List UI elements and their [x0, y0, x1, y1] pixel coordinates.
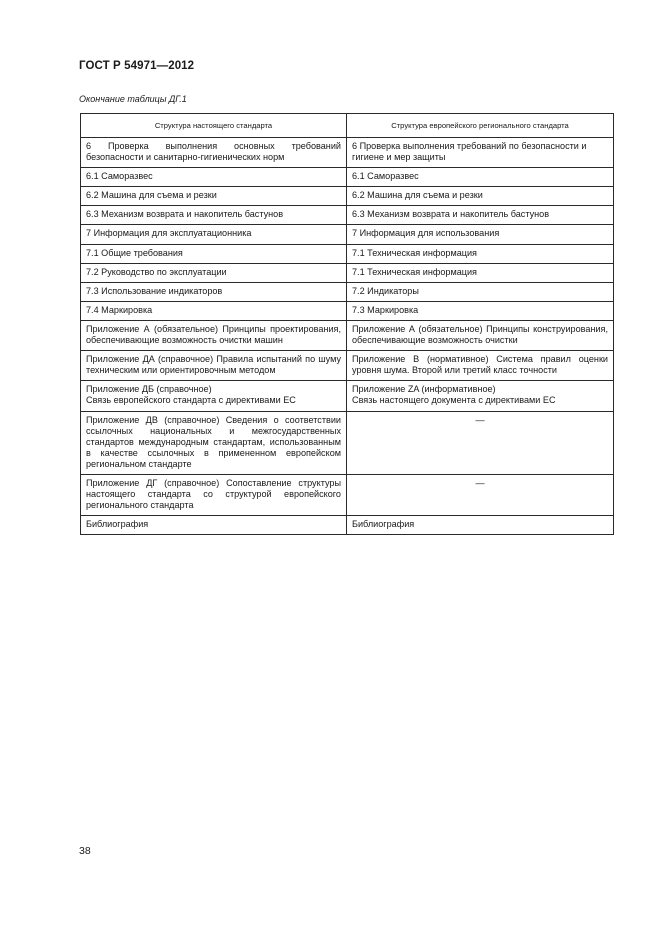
structure-comparison-table [80, 113, 614, 535]
document-standard-code: ГОСТ Р 54971—2012 [79, 60, 195, 72]
table-row [81, 206, 614, 225]
table-cell-european: 6.2 Машина для съема и резки [347, 187, 614, 206]
table-cell-european: 7 Информация для использования [347, 225, 614, 244]
table-cell-european: 7.1 Техническая информация [347, 244, 614, 263]
table-cell-european [347, 381, 614, 411]
table-row [81, 301, 614, 320]
cell-line: Приложение ДБ (справочное) [86, 384, 212, 395]
table-cell-current: 7.3 Использование индикаторов [81, 282, 347, 301]
table-cell-current: Приложение ДГ (справочное) Сопоставление структуры настоящего стандарта со структурой европейского регионального стандарта [81, 474, 347, 515]
table-cell-european: 7.1 Техническая информация [347, 263, 614, 282]
table-cell-current: 7.2 Руководство по эксплуатации [81, 263, 347, 282]
table-header-row [81, 114, 614, 138]
table-cell-current: 6.2 Машина для съема и резки [81, 187, 347, 206]
table-cell-current: 6.3 Механизм возврата и накопитель бастунов [81, 206, 347, 225]
table-caption: Окончание таблицы ДГ.1 [79, 94, 187, 104]
column-header-european-standard: Структура европейского регионального стандарта [347, 114, 614, 138]
table-cell-european: 6.3 Механизм возврата и накопитель бастунов [347, 206, 614, 225]
table-cell-current: Приложение А (обязательное) Принципы проектирования, обеспечивающие возможность очистки машин [81, 320, 347, 350]
table-cell-current: Библиография [81, 516, 347, 535]
table-cell-european-empty-dash: — [347, 411, 614, 474]
table-cell-european: Библиография [347, 516, 614, 535]
table-row [81, 381, 614, 411]
table-cell-european: Приложение А (обязательное) Принципы конструирования, обеспечивающие возможность очистки [347, 320, 614, 350]
table-row [81, 320, 614, 350]
table-cell-current: 6 Проверка выполнения основных требований безопасности и санитарно-гигиенических норм [81, 138, 347, 168]
table-row [81, 263, 614, 282]
column-header-current-standard: Структура настоящего стандарта [81, 114, 347, 138]
table-row [81, 351, 614, 381]
table-row [81, 187, 614, 206]
table-row [81, 225, 614, 244]
cell-line: Приложение ZA (информативное) [352, 384, 496, 395]
table-cell-current: 7 Информация для эксплуатационника [81, 225, 347, 244]
table-cell-european: 6.1 Саморазвес [347, 168, 614, 187]
table-cell-european: 7.2 Индикаторы [347, 282, 614, 301]
table-row [81, 516, 614, 535]
table-row [81, 474, 614, 515]
table-cell-european: 6 Проверка выполнения требований по безопасности и гигиене и мер защиты [347, 138, 614, 168]
table-cell-current: 7.1 Общие требования [81, 244, 347, 263]
table-cell-current: Приложение ДВ (справочное) Сведения о соответствии ссылочных национальных и межгосударственных стандартов международным стандартам, использованным в качестве ссылочных в примененном европейском региональном стандарте [81, 411, 347, 474]
cell-line: Связь настоящего документа с директивами ЕС [352, 395, 556, 406]
table-cell-current: Приложение ДА (справочное) Правила испытаний по шуму техническим или ориентировочным методом [81, 351, 347, 381]
table-row [81, 138, 614, 168]
table-row [81, 244, 614, 263]
page-number: 38 [79, 845, 91, 857]
table-cell-european: Приложение В (нормативное) Система правил оценки уровня шума. Второй или третий класс точности [347, 351, 614, 381]
table-cell-current [81, 381, 347, 411]
table-row [81, 282, 614, 301]
table-row [81, 411, 614, 474]
table-cell-current: 6.1 Саморазвес [81, 168, 347, 187]
table-row [81, 168, 614, 187]
cell-line: Связь европейского стандарта с директивами ЕС [86, 395, 296, 406]
table-cell-current: 7.4 Маркировка [81, 301, 347, 320]
table-cell-european-empty-dash: — [347, 474, 614, 515]
table-cell-european: 7.3 Маркировка [347, 301, 614, 320]
